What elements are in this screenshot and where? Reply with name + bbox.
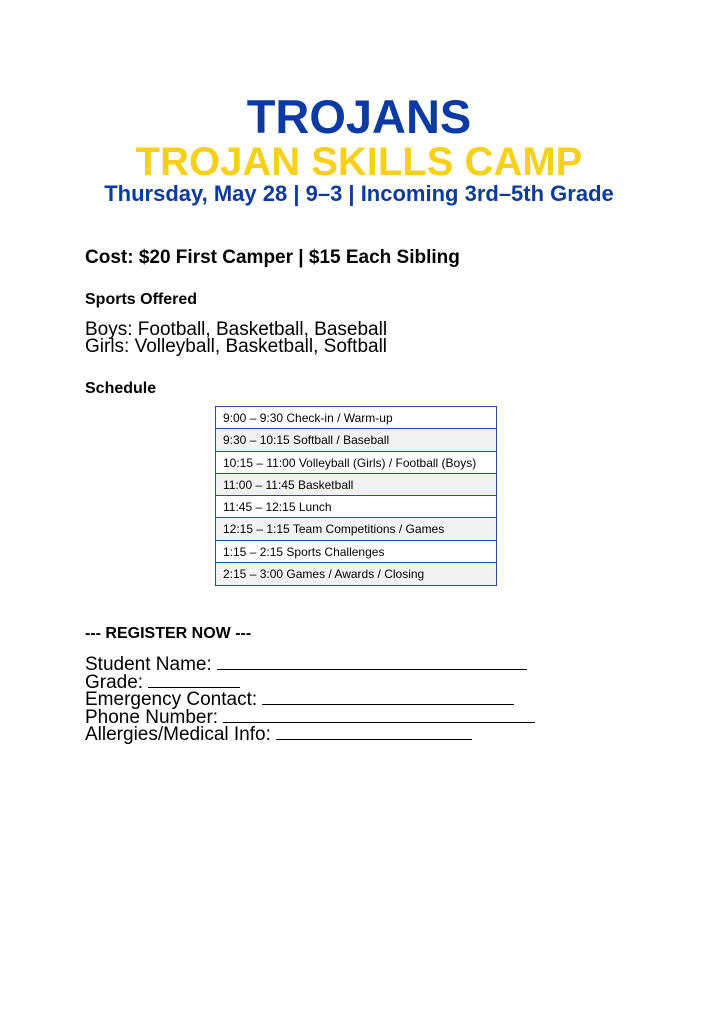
allergies-blank[interactable]	[276, 725, 472, 740]
emergency-contact-blank[interactable]	[262, 690, 514, 705]
girls-sports: Girls: Volleyball, Basketball, Softball	[85, 336, 388, 357]
grade-label: Grade:	[85, 671, 144, 693]
grade-line	[85, 673, 535, 691]
register-heading: --- REGISTER NOW ---	[85, 625, 252, 642]
flyer-header	[0, 90, 718, 206]
schedule-heading: Schedule	[85, 380, 157, 397]
event-info: Thursday, May 28 | 9–3 | Incoming 3rd–5th Grade	[104, 181, 614, 206]
phone-number-label: Phone Number:	[85, 706, 219, 728]
schedule-row: 1:15 – 2:15 Sports Challenges	[216, 541, 496, 563]
student-name-blank[interactable]	[217, 655, 527, 670]
allergies-line	[85, 725, 535, 743]
phone-number-blank[interactable]	[223, 708, 535, 723]
schedule-row: 9:00 – 9:30 Check-in / Warm-up	[216, 407, 496, 429]
schedule-row: 11:45 – 12:15 Lunch	[216, 496, 496, 518]
schedule-row: 2:15 – 3:00 Games / Awards / Closing	[216, 563, 496, 585]
schedule-row: 10:15 – 11:00 Volleyball (Girls) / Football (Boys)	[216, 452, 496, 474]
student-name-line	[85, 655, 535, 673]
sports-list	[85, 321, 387, 355]
camp-title: TROJAN SKILLS CAMP	[135, 140, 583, 184]
schedule-row: 12:15 – 1:15 Team Competitions / Games	[216, 518, 496, 540]
sports-heading: Sports Offered	[85, 291, 198, 308]
schedule-row: 11:00 – 11:45 Basketball	[216, 474, 496, 496]
allergies-label: Allergies/Medical Info:	[85, 724, 271, 745]
grade-blank[interactable]	[148, 673, 240, 688]
phone-number-line	[85, 708, 535, 726]
team-title: TROJANS	[246, 90, 472, 143]
emergency-contact-label: Emergency Contact:	[85, 689, 258, 710]
cost-line: Cost: $20 First Camper | $15 Each Sibling	[85, 247, 460, 268]
student-name-label: Student Name:	[85, 654, 212, 675]
emergency-contact-line	[85, 690, 535, 708]
schedule-row: 9:30 – 10:15 Softball / Baseball	[216, 429, 496, 451]
boys-sports: Boys: Football, Basketball, Baseball	[85, 319, 388, 340]
schedule-table	[215, 406, 497, 586]
registration-form	[85, 655, 535, 743]
